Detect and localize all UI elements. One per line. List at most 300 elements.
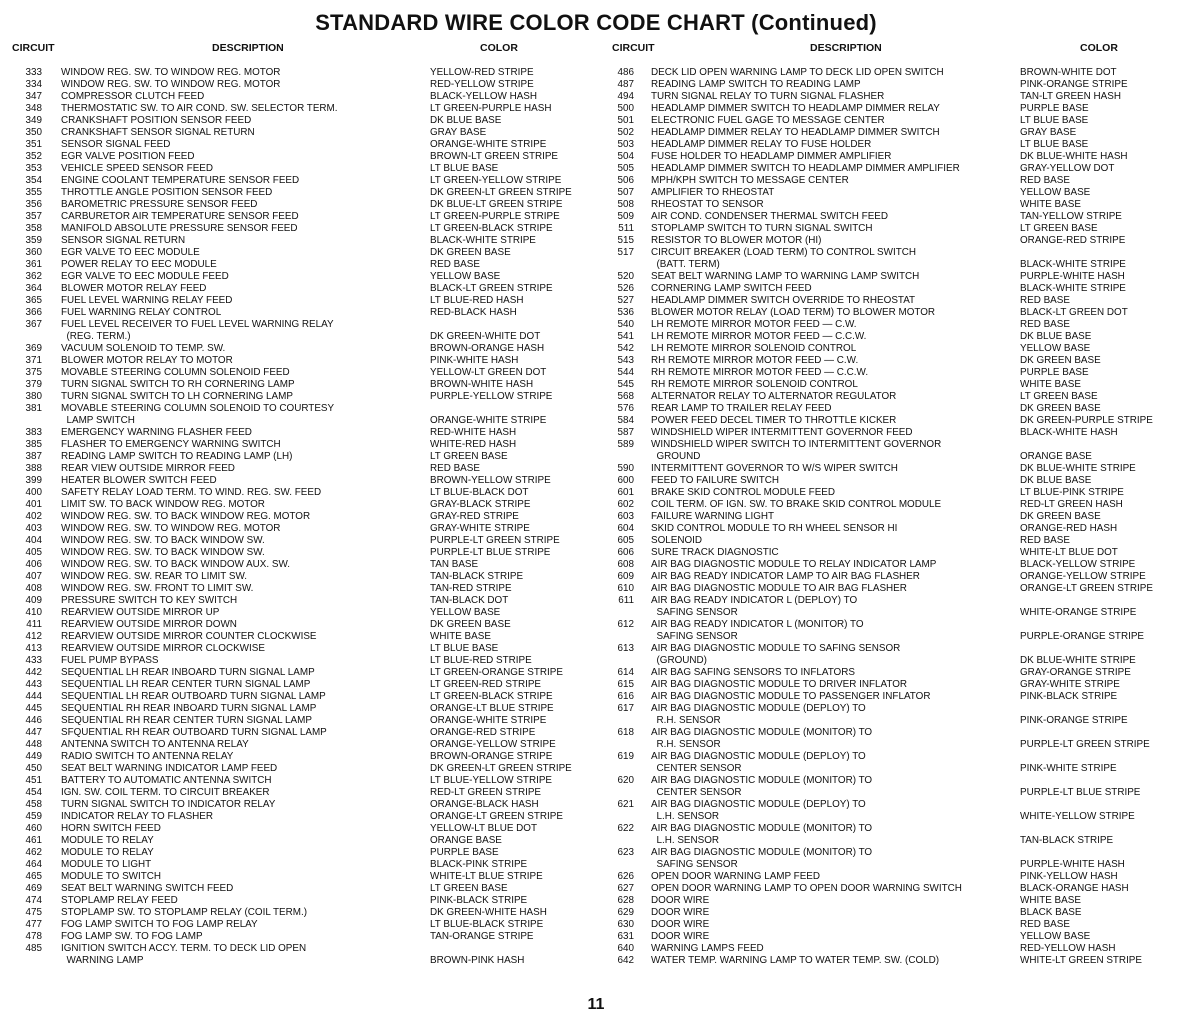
table-row xyxy=(0,883,610,895)
circuit-number: 410 xyxy=(25,607,42,618)
circuit-description: ALTERNATOR RELAY TO ALTERNATOR REGULATOR xyxy=(651,391,897,402)
wire-color xyxy=(430,943,610,955)
table-row xyxy=(602,67,1180,79)
wire-color: WHITE-RED HASH xyxy=(430,439,517,450)
wire-color: DK BLUE BASE xyxy=(1020,331,1092,342)
table-row xyxy=(0,595,610,607)
circuit-number: 613 xyxy=(617,643,634,654)
table-row xyxy=(602,799,1180,811)
table-row xyxy=(602,487,1180,499)
circuit-description: SEQUENTIAL LH REAR INBOARD TURN SIGNAL LAMP xyxy=(61,667,315,678)
wire-color: BLACK-LT GREEN DOT xyxy=(1020,307,1128,318)
circuit-description: SAFING SENSOR xyxy=(651,607,738,618)
wire-color: DK GREEN-WHITE DOT xyxy=(430,331,541,342)
table-row xyxy=(602,919,1180,931)
wire-color: BLACK-LT GREEN STRIPE xyxy=(430,283,553,294)
circuit-number: 469 xyxy=(25,883,42,894)
table-row xyxy=(0,259,610,271)
wire-color xyxy=(1020,823,1180,835)
circuit-number: 502 xyxy=(617,127,634,138)
circuit-number: 369 xyxy=(25,343,42,354)
circuit-description: AIR BAG DIAGNOSTIC MODULE (DEPLOY) TO xyxy=(651,799,866,810)
circuit-number: 474 xyxy=(25,895,42,906)
circuit-description: READING LAMP SWITCH TO READING LAMP xyxy=(651,79,861,90)
circuit-description: AIR BAG READY INDICATOR L (MONITOR) TO xyxy=(651,619,864,630)
table-row xyxy=(0,547,610,559)
wire-color: DK GREEN BASE xyxy=(1020,355,1101,366)
wire-color: WHITE BASE xyxy=(1020,199,1081,210)
circuit-number: 356 xyxy=(25,199,42,210)
table-row xyxy=(602,91,1180,103)
table-row xyxy=(602,655,1180,667)
table-row xyxy=(0,643,610,655)
table-row xyxy=(602,571,1180,583)
circuit-number: 412 xyxy=(25,631,42,642)
circuit-description: FUEL WARNING RELAY CONTROL xyxy=(61,307,222,318)
circuit-description: COMPRESSOR CLUTCH FEED xyxy=(61,91,205,102)
table-row xyxy=(602,643,1180,655)
wire-color: LT BLUE-PINK STRIPE xyxy=(1020,487,1124,498)
circuit-description: REAR LAMP TO TRAILER RELAY FEED xyxy=(651,403,832,414)
circuit-description: ENGINE COOLANT TEMPERATURE SENSOR FEED xyxy=(61,175,300,186)
circuit-description: HEADLAMP DIMMER RELAY TO FUSE HOLDER xyxy=(651,139,872,150)
circuit-description: AIR BAG DIAGNOSTIC MODULE (MONITOR) TO xyxy=(651,847,873,858)
table-row xyxy=(0,823,610,835)
circuit-description: AIR BAG READY INDICATOR LAMP TO AIR BAG FLASHER xyxy=(651,571,920,582)
wire-color: DK GREEN BASE xyxy=(430,247,511,258)
circuit-number: 642 xyxy=(617,955,634,966)
circuit-number: 626 xyxy=(617,871,634,882)
table-row xyxy=(602,667,1180,679)
table-row xyxy=(602,607,1180,619)
circuit-number: 629 xyxy=(617,907,634,918)
circuit-number: 383 xyxy=(25,427,42,438)
circuit-description: MODULE TO RELAY xyxy=(61,847,154,858)
wire-color: GRAY-WHITE STRIPE xyxy=(1020,679,1120,690)
wire-color: TAN-BLACK STRIPE xyxy=(1020,835,1114,846)
table-row xyxy=(602,463,1180,475)
wire-color: DK GREEN-WHITE HASH xyxy=(430,907,547,918)
table-row xyxy=(602,859,1180,871)
circuit-description: STOPLAMP RELAY FEED xyxy=(61,895,178,906)
wire-color: LT BLUE-RED HASH xyxy=(430,295,524,306)
wire-color: BLACK BASE xyxy=(1020,907,1082,918)
circuit-description: MODULE TO SWITCH xyxy=(61,871,162,882)
table-row xyxy=(602,259,1180,271)
table-row xyxy=(602,931,1180,943)
table-row xyxy=(602,727,1180,739)
circuit-number: 366 xyxy=(25,307,42,318)
table-row xyxy=(0,559,610,571)
table-row xyxy=(602,175,1180,187)
circuit-description: SEQUENTIAL RH REAR CENTER TURN SIGNAL LAMP xyxy=(61,715,312,726)
circuit-description: SAFING SENSOR xyxy=(651,631,738,642)
circuit-description: RH REMOTE MIRROR MOTOR FEED — C.C.W. xyxy=(651,367,869,378)
table-row xyxy=(602,331,1180,343)
wire-color: LT BLUE-YELLOW STRIPE xyxy=(430,775,553,786)
circuit-number: 348 xyxy=(25,103,42,114)
circuit-number: 526 xyxy=(617,283,634,294)
wire-color: PURPLE BASE xyxy=(1020,367,1089,378)
table-row xyxy=(602,679,1180,691)
circuit-number: 543 xyxy=(617,355,634,366)
circuit-description: DOOR WIRE xyxy=(651,907,710,918)
circuit-description: POWER FEED DECEL TIMER TO THROTTLE KICKER xyxy=(651,415,897,426)
circuit-number: 541 xyxy=(617,331,634,342)
circuit-number: 628 xyxy=(617,895,634,906)
circuit-description: RADIO SWITCH TO ANTENNA RELAY xyxy=(61,751,234,762)
circuit-description: IGNITION SWITCH ACCY. TERM. TO DECK LID OPEN xyxy=(61,943,307,954)
wire-color: LT BLUE BASE xyxy=(430,163,499,174)
circuit-description: EGR VALVE POSITION FEED xyxy=(61,151,195,162)
wire-color: TAN-BLACK DOT xyxy=(430,595,509,606)
table-row xyxy=(0,223,610,235)
wire-color: LT BLUE-RED STRIPE xyxy=(430,655,532,666)
wire-color: RED-YELLOW STRIPE xyxy=(430,79,534,90)
wire-color xyxy=(1020,847,1180,859)
table-row xyxy=(0,307,610,319)
table-row xyxy=(0,199,610,211)
wire-color: PURPLE BASE xyxy=(1020,103,1089,114)
circuit-description: MANIFOLD ABSOLUTE PRESSURE SENSOR FEED xyxy=(61,223,298,234)
circuit-number: 350 xyxy=(25,127,42,138)
table-row xyxy=(602,775,1180,787)
wire-color: DK BLUE-WHITE HASH xyxy=(1020,151,1128,162)
wire-color: ORANGE-WHITE STRIPE xyxy=(430,139,547,150)
circuit-description: SEAT BELT WARNING LAMP TO WARNING LAMP SWITCH xyxy=(651,271,920,282)
wire-color: BROWN-YELLOW STRIPE xyxy=(430,475,551,486)
wire-color: ORANGE-RED STRIPE xyxy=(1020,235,1126,246)
right-table xyxy=(602,67,1180,967)
circuit-description: AIR BAG DIAGNOSTIC MODULE (MONITOR) TO xyxy=(651,823,873,834)
circuit-description: FUEL PUMP BYPASS xyxy=(61,655,159,666)
circuit-description: SEAT BELT WARNING SWITCH FEED xyxy=(61,883,234,894)
circuit-number: 622 xyxy=(617,823,634,834)
circuit-number: 623 xyxy=(617,847,634,858)
wire-color: WHITE-LT BLUE STRIPE xyxy=(430,871,543,882)
circuit-description: BLOWER MOTOR RELAY TO MOTOR xyxy=(61,355,233,366)
wire-color: TAN BASE xyxy=(430,559,479,570)
circuit-description: READING LAMP SWITCH TO READING LAMP (LH) xyxy=(61,451,293,462)
wire-color xyxy=(430,319,610,331)
wire-color: PURPLE-WHITE HASH xyxy=(1020,271,1125,282)
circuit-number: 354 xyxy=(25,175,42,186)
table-row xyxy=(0,667,610,679)
circuit-description: REARVIEW OUTSIDE MIRROR DOWN xyxy=(61,619,237,630)
wire-color: GRAY BASE xyxy=(430,127,487,138)
circuit-description: LH REMOTE MIRROR SOLENOID CONTROL xyxy=(651,343,857,354)
table-row xyxy=(602,511,1180,523)
table-row xyxy=(602,355,1180,367)
circuit-number: 501 xyxy=(617,115,634,126)
wire-color xyxy=(1020,595,1180,607)
circuit-description: WINDSHIELD WIPER SWITCH TO INTERMITTENT GOVERNOR xyxy=(651,439,942,450)
table-row xyxy=(602,787,1180,799)
wire-color: BROWN-ORANGE STRIPE xyxy=(430,751,553,762)
circuit-number: 619 xyxy=(617,751,634,762)
circuit-description: AIR BAG DIAGNOSTIC MODULE TO SAFING SENSOR xyxy=(651,643,901,654)
circuit-number: 606 xyxy=(617,547,634,558)
table-row xyxy=(0,403,610,415)
table-row xyxy=(602,763,1180,775)
table-row xyxy=(602,559,1180,571)
table-row xyxy=(0,475,610,487)
table-row xyxy=(0,163,610,175)
table-row xyxy=(0,283,610,295)
circuit-description: SENSOR SIGNAL RETURN xyxy=(61,235,186,246)
circuit-description: MODULE TO RELAY xyxy=(61,835,154,846)
wire-color: LT GREEN-BLACK STRIPE xyxy=(430,691,553,702)
circuit-description: SURE TRACK DIAGNOSTIC xyxy=(651,547,779,558)
table-row xyxy=(602,895,1180,907)
circuit-description: AIR COND. CONDENSER THERMAL SWITCH FEED xyxy=(651,211,889,222)
circuit-number: 447 xyxy=(25,727,42,738)
circuit-number: 411 xyxy=(26,619,42,630)
circuit-number: 362 xyxy=(25,271,42,282)
table-row xyxy=(0,811,610,823)
wire-color: BLACK-YELLOW STRIPE xyxy=(1020,559,1136,570)
circuit-number: 506 xyxy=(617,175,634,186)
wire-color: GRAY-ORANGE STRIPE xyxy=(1020,667,1131,678)
table-row xyxy=(602,499,1180,511)
table-row xyxy=(0,379,610,391)
table-row xyxy=(602,283,1180,295)
wire-color: ORANGE-WHITE STRIPE xyxy=(430,415,547,426)
wire-color: GRAY-BLACK STRIPE xyxy=(430,499,531,510)
table-row xyxy=(0,103,610,115)
wire-color: PURPLE-LT GREEN STRIPE xyxy=(1020,739,1150,750)
wire-color: LT GREEN BASE xyxy=(1020,223,1098,234)
circuit-number: 618 xyxy=(617,727,634,738)
circuit-description: L.H. SENSOR xyxy=(651,811,720,822)
circuit-description: SEQUENTIAL RH REAR INBOARD TURN SIGNAL LAMP xyxy=(61,703,317,714)
circuit-description: AIR BAG READY INDICATOR L (DEPLOY) TO xyxy=(651,595,858,606)
circuit-number: 359 xyxy=(25,235,42,246)
circuit-description: HEADLAMP DIMMER SWITCH TO HEADLAMP DIMMER RELAY xyxy=(651,103,940,114)
wire-color: ORANGE-LT GREEN STRIPE xyxy=(430,811,563,822)
circuit-description: STOPLAMP SW. TO STOPLAMP RELAY (COIL TERM.) xyxy=(61,907,308,918)
table-row xyxy=(0,91,610,103)
wire-color: ORANGE-WHITE STRIPE xyxy=(430,715,547,726)
circuit-description: MPH/KPH SWITCH TO MESSAGE CENTER xyxy=(651,175,849,186)
circuit-description: FUEL LEVEL RECEIVER TO FUEL LEVEL WARNING RELAY xyxy=(61,319,334,330)
circuit-description: AIR BAG DIAGNOSTIC MODULE TO PASSENGER INFLATOR xyxy=(651,691,931,702)
table-row xyxy=(602,247,1180,259)
wire-color: BLACK-WHITE HASH xyxy=(1020,427,1118,438)
table-row xyxy=(0,427,610,439)
table-row xyxy=(602,835,1180,847)
table-row xyxy=(0,847,610,859)
table-row xyxy=(0,799,610,811)
table-row xyxy=(0,175,610,187)
table-row xyxy=(602,379,1180,391)
wire-color: BLACK-ORANGE HASH xyxy=(1020,883,1129,894)
circuit-description: SAFING SENSOR xyxy=(651,859,738,870)
table-row xyxy=(0,187,610,199)
wire-color: PURPLE-YELLOW STRIPE xyxy=(430,391,553,402)
circuit-description: WINDOW REG. SW. TO WINDOW REG. MOTOR xyxy=(61,523,281,534)
circuit-number: 388 xyxy=(25,463,42,474)
circuit-number: 405 xyxy=(25,547,42,558)
circuit-number: 536 xyxy=(617,307,634,318)
table-row xyxy=(602,631,1180,643)
wire-color: BLACK-WHITE STRIPE xyxy=(1020,259,1126,270)
circuit-number: 603 xyxy=(617,511,634,522)
table-row xyxy=(0,499,610,511)
wire-color: GRAY BASE xyxy=(1020,127,1077,138)
circuit-description: RH REMOTE MIRROR SOLENOID CONTROL xyxy=(651,379,858,390)
circuit-description: SEQUENTIAL LH REAR CENTER TURN SIGNAL LAMP xyxy=(61,679,311,690)
circuit-number: 458 xyxy=(25,799,42,810)
table-row xyxy=(0,763,610,775)
circuit-number: 446 xyxy=(25,715,42,726)
table-row xyxy=(602,715,1180,727)
wire-color: RED BASE xyxy=(1020,295,1070,306)
wire-color: PINK-WHITE HASH xyxy=(430,355,519,366)
circuit-number: 604 xyxy=(617,523,634,534)
circuit-description: SEQUENTIAL LH REAR OUTBOARD TURN SIGNAL LAMP xyxy=(61,691,326,702)
wire-color: YELLOW-RED STRIPE xyxy=(430,67,534,78)
circuit-description: TURN SIGNAL SWITCH TO INDICATOR RELAY xyxy=(61,799,276,810)
circuit-number: 449 xyxy=(25,751,42,762)
wire-color: BLACK-PINK STRIPE xyxy=(430,859,528,870)
table-row xyxy=(0,655,610,667)
wire-color: YELLOW BASE xyxy=(430,271,501,282)
table-row xyxy=(602,235,1180,247)
circuit-number: 505 xyxy=(617,163,634,174)
wire-color: LT BLUE BASE xyxy=(1020,115,1089,126)
table-row xyxy=(0,727,610,739)
circuit-description: CRANKSHAFT POSITION SENSOR FEED xyxy=(61,115,252,126)
page-title: STANDARD WIRE COLOR CODE CHART (Continued) xyxy=(315,10,877,35)
wire-color xyxy=(1020,751,1180,763)
circuit-number: 349 xyxy=(25,115,42,126)
wire-color: ORANGE-RED HASH xyxy=(1020,523,1118,534)
wire-color: RED-LT GREEN HASH xyxy=(1020,499,1123,510)
wire-color: RED-BLACK HASH xyxy=(430,307,517,318)
wire-color: GRAY-YELLOW DOT xyxy=(1020,163,1115,174)
wire-color: LT GREEN BASE xyxy=(1020,391,1098,402)
wire-color: ORANGE-LT GREEN STRIPE xyxy=(1020,583,1153,594)
circuit-number: 451 xyxy=(25,775,42,786)
wire-color: RED BASE xyxy=(430,259,480,270)
table-row xyxy=(602,739,1180,751)
table-row xyxy=(602,343,1180,355)
table-row xyxy=(0,523,610,535)
circuit-number: 381 xyxy=(25,403,42,414)
circuit-description: STOPLAMP SWITCH TO TURN SIGNAL SWITCH xyxy=(651,223,873,234)
circuit-description: CARBURETOR AIR TEMPERATURE SENSOR FEED xyxy=(61,211,299,222)
circuit-description: TURN SIGNAL SWITCH TO LH CORNERING LAMP xyxy=(61,391,293,402)
circuit-description: WATER TEMP. WARNING LAMP TO WATER TEMP. SW. (COLD) xyxy=(651,955,940,966)
table-row xyxy=(0,211,610,223)
circuit-description: FAILURE WARNING LIGHT xyxy=(651,511,775,522)
table-row xyxy=(602,115,1180,127)
wire-color: RED BASE xyxy=(1020,919,1070,930)
wire-color xyxy=(1020,643,1180,655)
circuit-number: 503 xyxy=(617,139,634,150)
table-row xyxy=(0,247,610,259)
circuit-number: 611 xyxy=(618,595,634,606)
circuit-number: 640 xyxy=(617,943,634,954)
circuit-description: RHEOSTAT TO SENSOR xyxy=(651,199,764,210)
circuit-number: 465 xyxy=(25,871,42,882)
wire-color xyxy=(1020,799,1180,811)
wire-color: BLACK-YELLOW HASH xyxy=(430,91,538,102)
table-row xyxy=(0,775,610,787)
circuit-number: 504 xyxy=(617,151,634,162)
table-row xyxy=(602,703,1180,715)
table-row xyxy=(602,523,1180,535)
table-row xyxy=(602,367,1180,379)
wire-color: ORANGE-BLACK HASH xyxy=(430,799,539,810)
wire-color: ORANGE-RED STRIPE xyxy=(430,727,536,738)
circuit-description: FOG LAMP SWITCH TO FOG LAMP RELAY xyxy=(61,919,258,930)
circuit-description: BLOWER MOTOR RELAY (LOAD TERM) TO BLOWER MOTOR xyxy=(651,307,936,318)
wire-color: RED BASE xyxy=(430,463,480,474)
table-row xyxy=(0,319,610,331)
table-row xyxy=(602,595,1180,607)
table-row xyxy=(602,751,1180,763)
wire-color: GRAY-WHITE STRIPE xyxy=(430,523,530,534)
wire-color: LT GREEN-PURPLE HASH xyxy=(430,103,552,114)
circuit-number: 367 xyxy=(25,319,42,330)
circuit-description: WINDOW REG. SW. REAR TO LIMIT SW. xyxy=(61,571,247,582)
circuit-number: 454 xyxy=(25,787,42,798)
circuit-number: 334 xyxy=(25,79,42,90)
wire-color: LT GREEN BASE xyxy=(430,883,508,894)
circuit-description: LAMP SWITCH xyxy=(61,415,135,426)
circuit-number: 627 xyxy=(617,883,634,894)
circuit-number: 375 xyxy=(25,367,42,378)
circuit-number: 600 xyxy=(617,475,634,486)
circuit-number: 357 xyxy=(25,211,42,222)
circuit-number: 364 xyxy=(25,283,42,294)
table-row xyxy=(0,439,610,451)
wire-color: PINK-BLACK STRIPE xyxy=(430,895,528,906)
header-color-right: COLOR xyxy=(1080,42,1118,54)
circuit-number: 610 xyxy=(617,583,634,594)
circuit-description: CIRCUIT BREAKER (LOAD TERM) TO CONTROL SWITCH xyxy=(651,247,917,258)
circuit-description: AIR BAG SAFING SENSORS TO INFLATORS xyxy=(651,667,855,678)
circuit-description: BRAKE SKID CONTROL MODULE FEED xyxy=(651,487,835,498)
wire-color xyxy=(1020,439,1180,451)
circuit-description: DOOR WIRE xyxy=(651,895,710,906)
wire-color: PINK-WHITE STRIPE xyxy=(1020,763,1117,774)
table-row xyxy=(0,583,610,595)
circuit-number: 608 xyxy=(617,559,634,570)
table-row xyxy=(602,811,1180,823)
circuit-description: GROUND xyxy=(651,451,701,462)
circuit-number: 347 xyxy=(25,91,42,102)
table-row xyxy=(602,139,1180,151)
wire-color: PURPLE-LT GREEN STRIPE xyxy=(430,535,560,546)
wire-color: RED BASE xyxy=(1020,319,1070,330)
circuit-description: REARVIEW OUTSIDE MIRROR UP xyxy=(61,607,220,618)
circuit-number: 404 xyxy=(25,535,42,546)
wire-color: YELLOW BASE xyxy=(1020,931,1091,942)
wire-color: DK BLUE-LT GREEN STRIPE xyxy=(430,199,563,210)
table-row xyxy=(602,943,1180,955)
table-row xyxy=(0,679,610,691)
circuit-description: HORN SWITCH FEED xyxy=(61,823,161,834)
circuit-description: AIR BAG DIAGNOSTIC MODULE (MONITOR) TO xyxy=(651,775,873,786)
circuit-description: AMPLIFIER TO RHEOSTAT xyxy=(651,187,775,198)
circuit-description: WINDOW REG. SW. TO BACK WINDOW AUX. SW. xyxy=(61,559,290,570)
circuit-number: 601 xyxy=(617,487,634,498)
circuit-number: 464 xyxy=(25,859,42,870)
wire-color: DK GREEN-PURPLE STRIPE xyxy=(1020,415,1153,426)
